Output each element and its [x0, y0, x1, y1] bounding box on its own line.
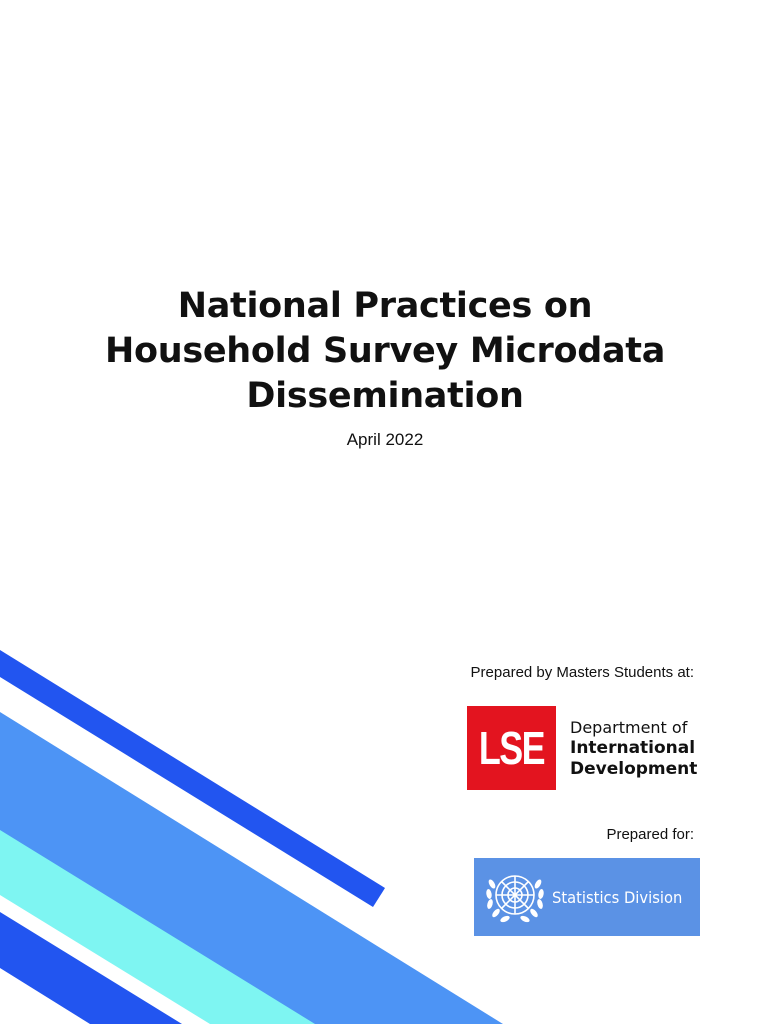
department-line: International: [570, 737, 696, 758]
publication-date: April 2022: [346, 430, 424, 449]
document-title: [0, 284, 770, 419]
lse-logo-box: [467, 706, 556, 790]
lse-logo-text: LSE: [467, 706, 556, 790]
department-name: [570, 717, 697, 780]
department-line: Development: [570, 758, 698, 779]
prepared-by-label: Prepared by Masters Students at:: [470, 664, 694, 681]
prepared-for-label: Prepared for:: [606, 826, 694, 843]
un-statistics-logo: [474, 858, 700, 936]
title-line: National Practices on: [177, 286, 593, 326]
department-line: Department of: [570, 717, 688, 737]
title-line: Dissemination: [246, 376, 524, 416]
lse-logo: [467, 706, 697, 790]
un-division-label: Statistics Division: [552, 887, 683, 907]
un-emblem-icon: [480, 862, 550, 932]
title-line: Household Survey Microdata: [104, 331, 666, 371]
